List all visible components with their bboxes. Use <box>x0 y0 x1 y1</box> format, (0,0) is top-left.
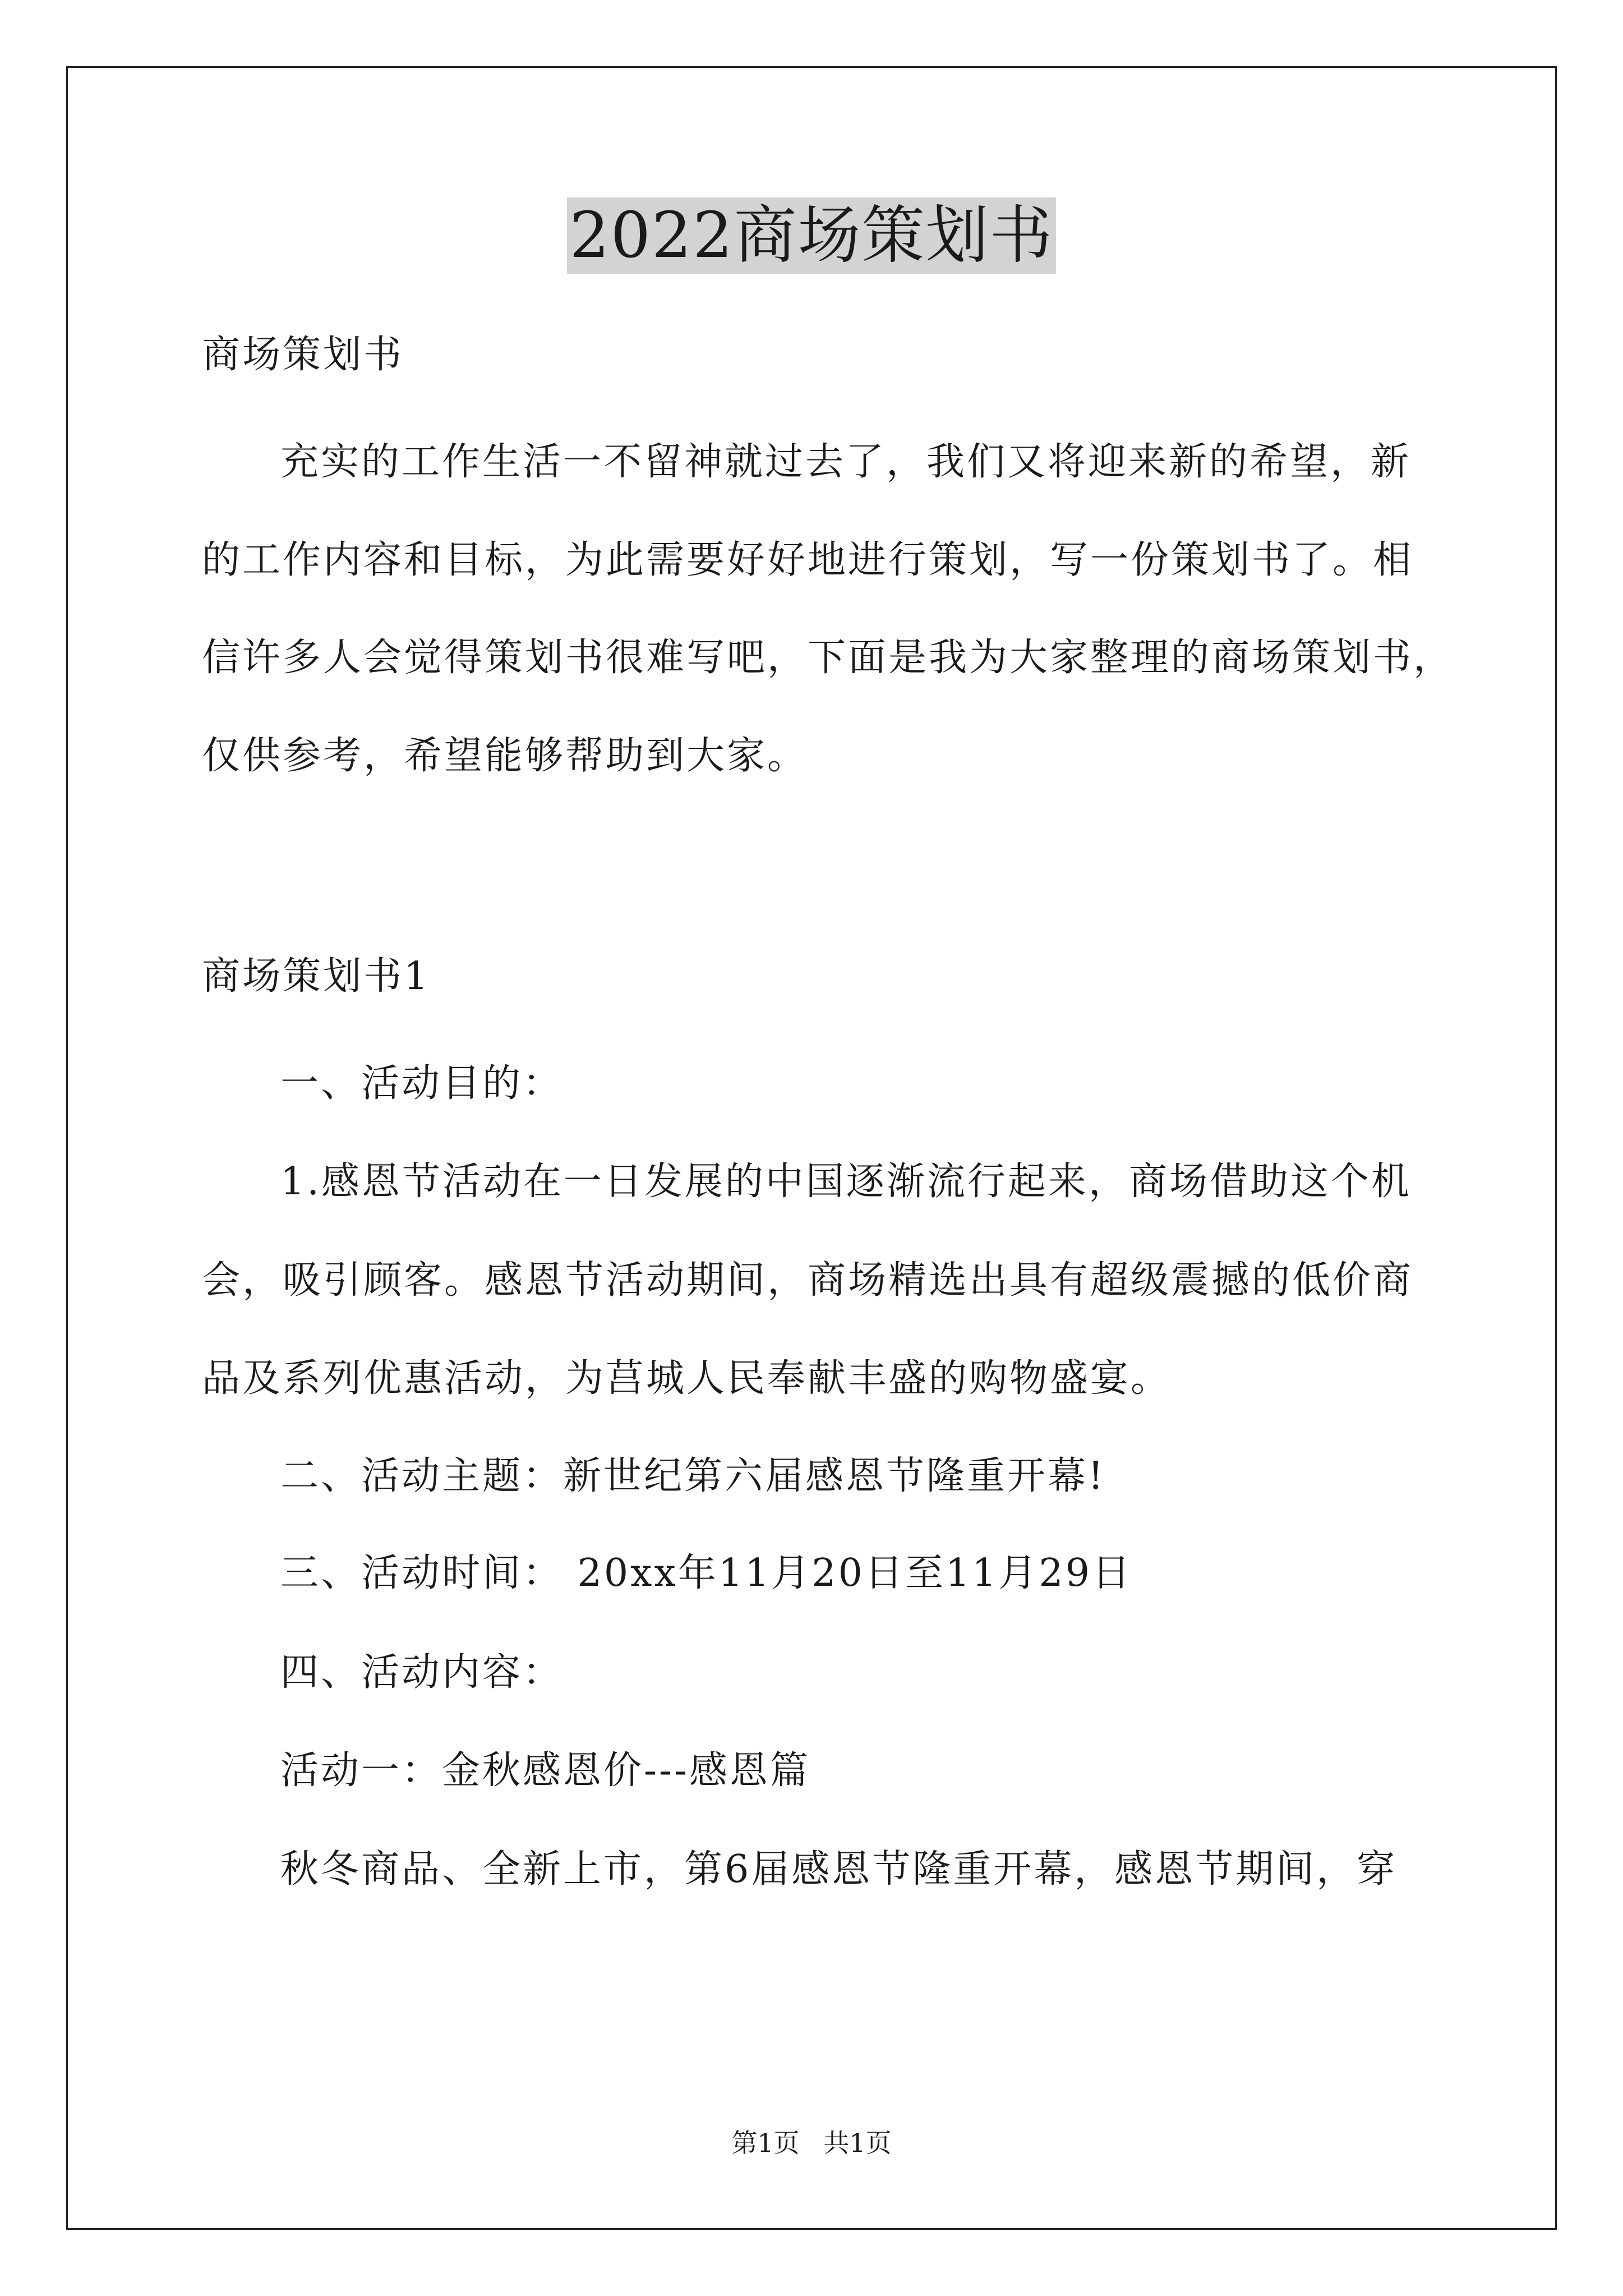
page-border <box>66 66 1557 2230</box>
paragraph-line: 1.感恩节活动在一日发展的中国逐渐流行起来，商场借助这个机 <box>280 1159 1412 1204</box>
paragraph-line: 会，吸引顾客。感恩节活动期间，商场精选出具有超级震撼的低价商 <box>202 1258 1414 1303</box>
paragraph-line: 一、活动目的： <box>280 1061 564 1106</box>
page-footer <box>0 2126 1623 2160</box>
section-heading: 商场策划书 <box>202 333 404 377</box>
section-heading: 商场策划书1 <box>202 954 431 999</box>
title-container <box>0 197 1623 274</box>
document-title: 2022商场策划书 <box>567 197 1055 274</box>
paragraph-line: 信许多人会觉得策划书很难写吧，下面是我为大家整理的商场策划书， <box>202 636 1454 680</box>
paragraph-line: 充实的工作生活一不留神就过去了，我们又将迎来新的希望，新 <box>280 440 1412 484</box>
paragraph-line: 的工作内容和目标，为此需要好好地进行策划，写一份策划书了。相 <box>202 538 1414 582</box>
paragraph-line: 二、活动主题：新世纪第六届感恩节隆重开幕! <box>280 1454 1106 1498</box>
paragraph-line: 活动一：金秋感恩价---感恩篇 <box>280 1749 810 1793</box>
paragraph-line: 三、活动时间： 20xx年11月20日至11月29日 <box>280 1551 1132 1595</box>
paragraph-line: 秋冬商品、全新上市，第6届感恩节隆重开幕，感恩节期间，穿 <box>280 1847 1398 1892</box>
paragraph-line: 品及系列优惠活动，为莒城人民奉献丰盛的购物盛宴。 <box>202 1356 1172 1401</box>
page-number: 第1页 <box>731 2128 800 2158</box>
paragraph-line: 四、活动内容： <box>280 1650 564 1695</box>
paragraph-line: 仅供参考，希望能够帮助到大家。 <box>202 734 808 778</box>
page-total: 共1页 <box>823 2128 892 2158</box>
